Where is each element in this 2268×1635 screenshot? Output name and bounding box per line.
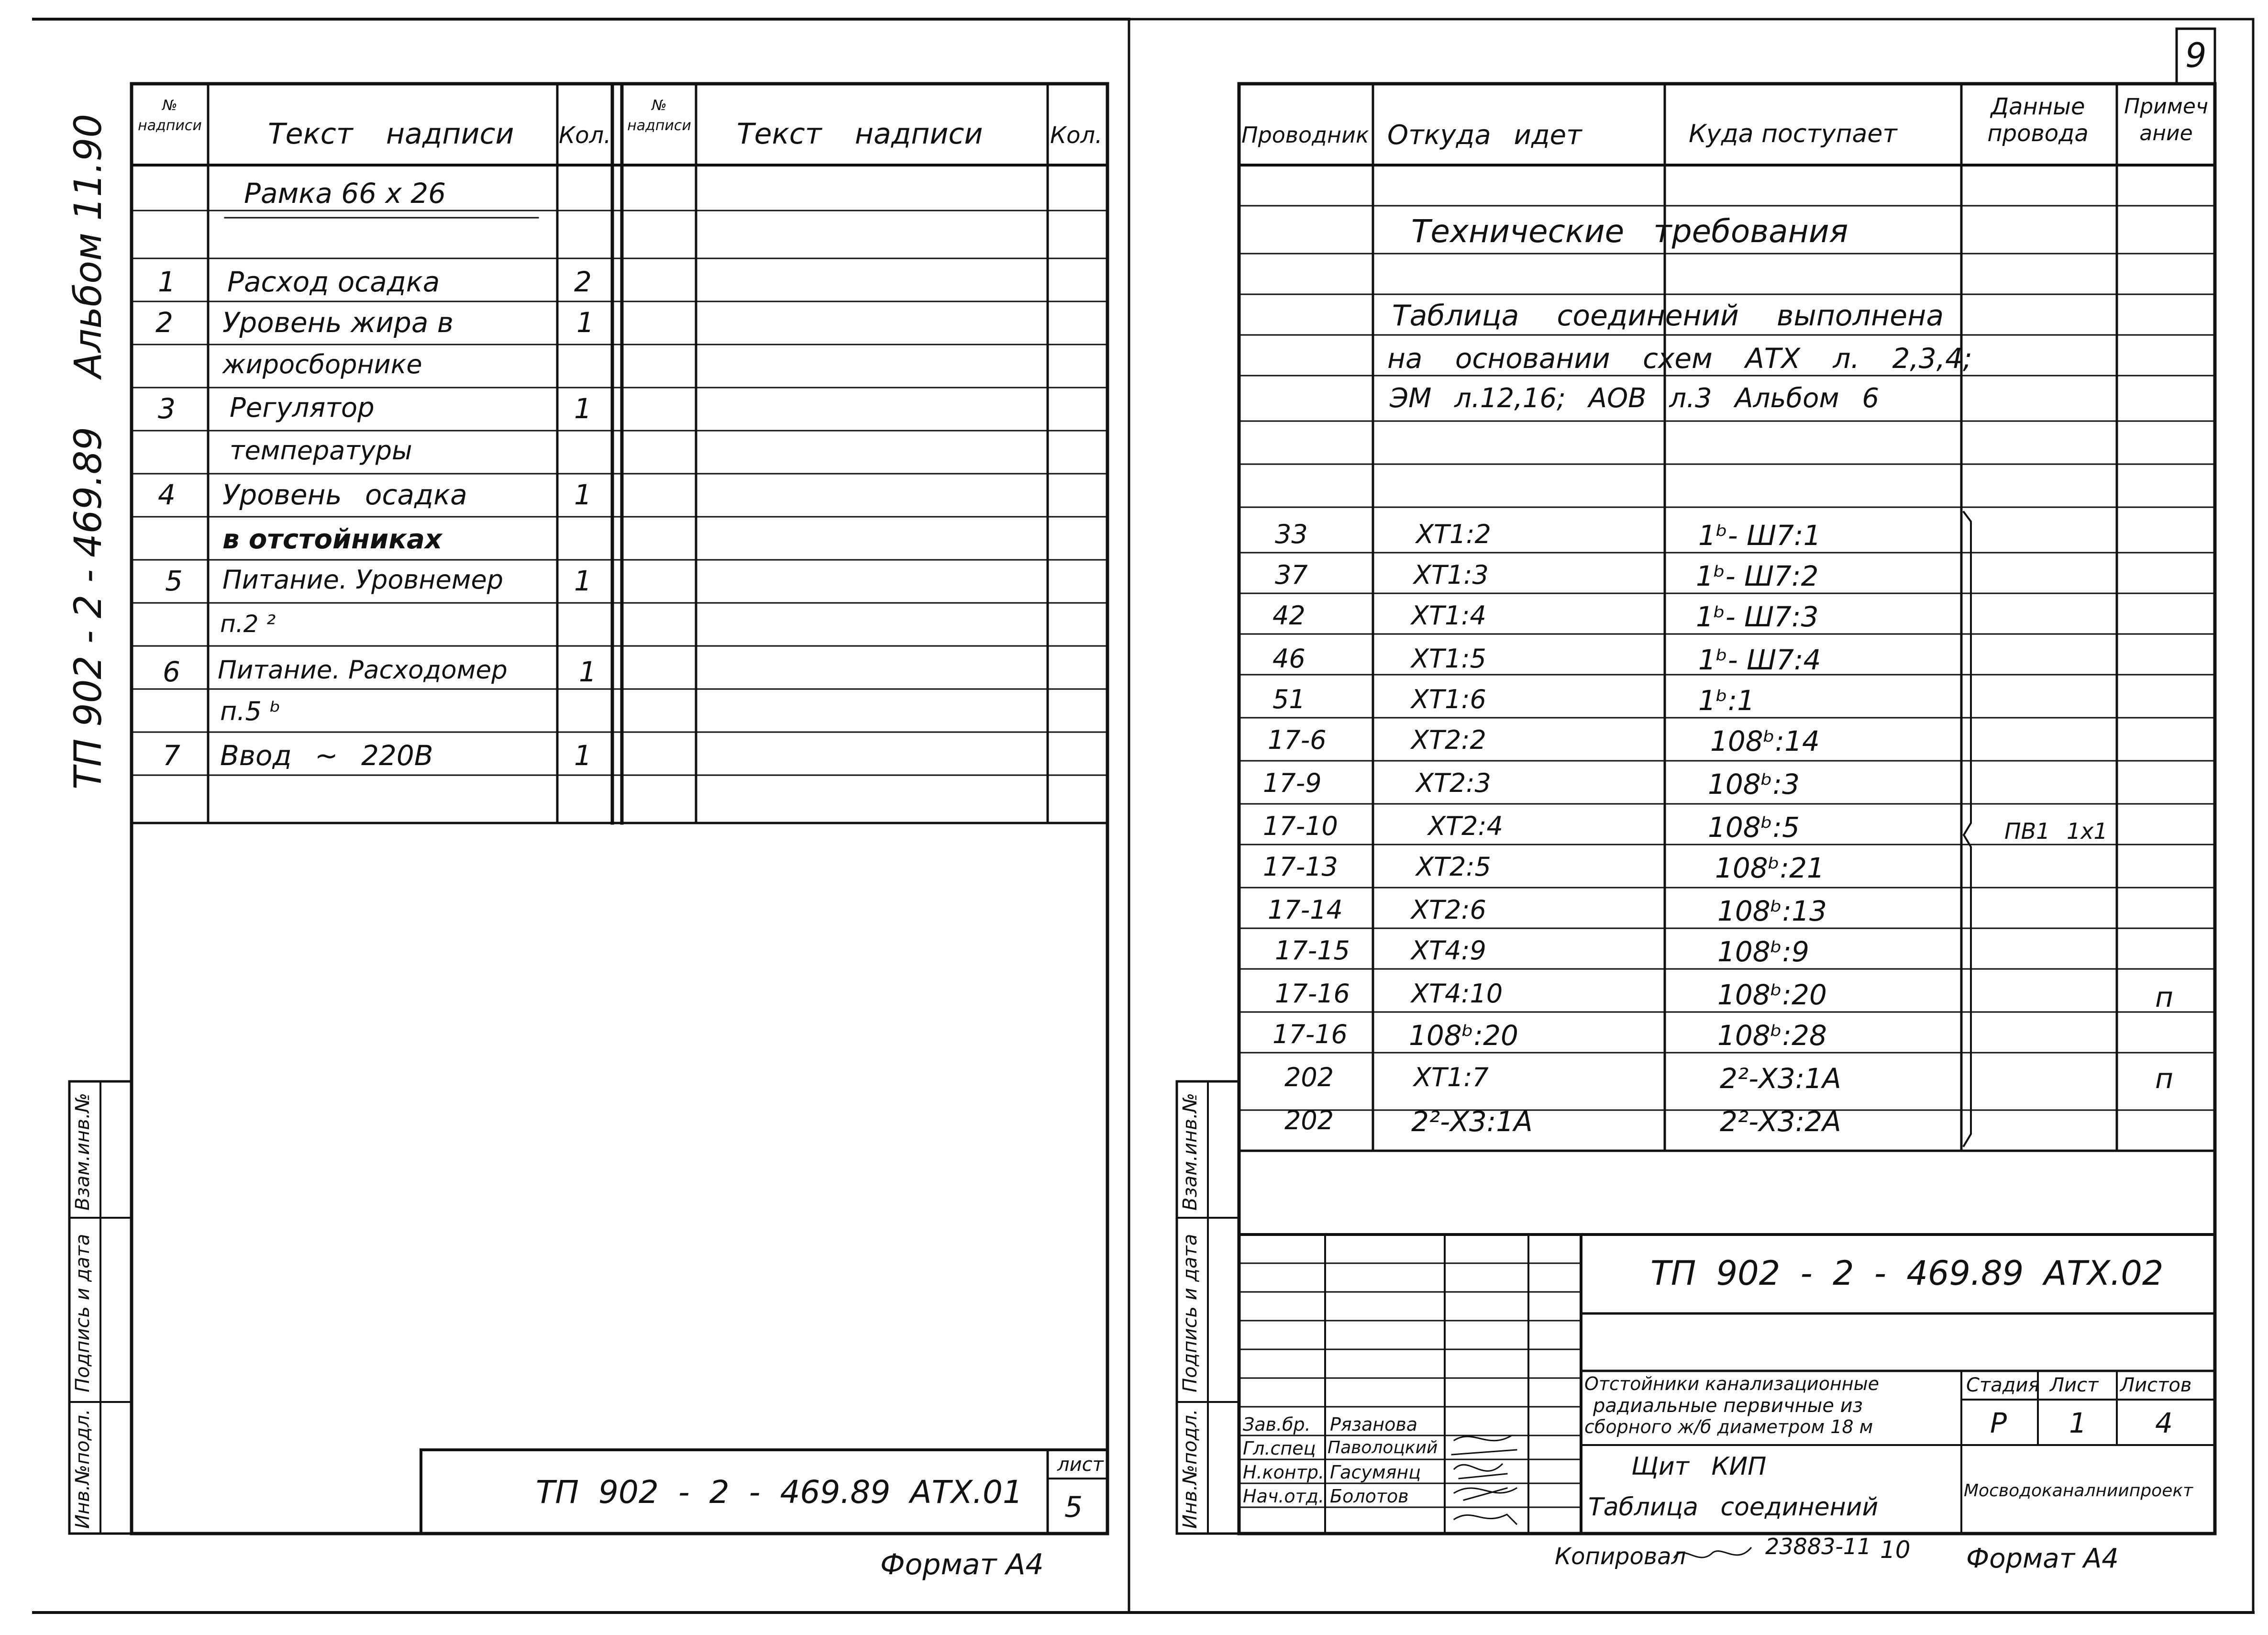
row-wire: 17-10 — [1263, 811, 1338, 841]
row-to: 1ᵇ- Ш7:4 — [1698, 644, 1821, 676]
left-row-qty: 1 — [574, 392, 592, 425]
row-wire: 42 — [1272, 601, 1305, 631]
left-title-code: ТП 902 - 2 - 469.89 АТХ.01 — [536, 1474, 1023, 1511]
header-from: Откуда идет — [1387, 120, 1582, 151]
row-to: 108ᵇ:28 — [1717, 1019, 1827, 1052]
left-row-text: Уровень жира в — [222, 306, 454, 339]
side-stamp-podpis: Подпись и дата — [72, 1234, 94, 1392]
header-num: № надписи — [138, 97, 202, 134]
left-row-num: 5 — [165, 565, 183, 597]
side-stamp-inv: Инв.№подл. — [1179, 1409, 1201, 1529]
row-wire: 17-6 — [1268, 725, 1327, 755]
row-wire: 17-9 — [1263, 768, 1322, 798]
note-line: ЭМ л.12,16; АОВ л.3 Альбом 6 — [1390, 383, 1880, 414]
left-row-text: Уровень осадка — [222, 478, 467, 511]
row-to: 1ᵇ:1 — [1698, 684, 1755, 717]
header-to: Куда поступает — [1689, 120, 1897, 148]
left-row-text: Питание. Уровнемер — [222, 565, 504, 595]
row-from: ХТ1:5 — [1411, 644, 1486, 674]
row-to: 1ᵇ- Ш7:2 — [1696, 560, 1819, 592]
title-code: ТП 902 - 2 - 469.89 АТХ.02 — [1650, 1254, 2164, 1293]
organization: Мосводоканалниипроект — [1964, 1481, 2193, 1501]
row-to: 1ᵇ- Ш7:1 — [1698, 519, 1821, 552]
left-row-text: Расход осадка — [227, 266, 440, 298]
row-to: 108ᵇ:13 — [1717, 895, 1827, 927]
row-to: 2²-Х3:2А — [1720, 1105, 1841, 1138]
left-row-num: 2 — [155, 306, 173, 339]
stage-value: Р — [1990, 1407, 2007, 1439]
row-wire: 202 — [1284, 1105, 1334, 1135]
left-row-text: Ввод ~ 220В — [220, 739, 433, 772]
side-stamp-vzam: Взам.инв.№ — [72, 1092, 94, 1211]
row-from: ХТ2:4 — [1428, 811, 1503, 841]
row-wire: 37 — [1275, 560, 1308, 590]
sheets-value: 4 — [2155, 1407, 2173, 1439]
person-role: Зав.бр. — [1243, 1414, 1311, 1435]
row-from: ХТ1:7 — [1414, 1062, 1489, 1092]
row-wire: 17-15 — [1275, 935, 1350, 966]
left-row-text: в отстойниках — [222, 524, 443, 555]
row-from: ХТ1:6 — [1411, 684, 1486, 714]
header-num-2: № надписи — [627, 97, 691, 134]
doc-line: Таблица соединений — [1588, 1493, 1879, 1522]
header-data: Данные провода — [1987, 93, 2089, 147]
left-row-qty: 1 — [574, 739, 592, 772]
left-row-text: Регулятор — [230, 392, 375, 423]
row-from: ХТ4:10 — [1411, 979, 1503, 1009]
doc-line: Щит КИП — [1631, 1452, 1767, 1481]
row-to: 108ᵇ:3 — [1708, 768, 1800, 801]
copy-number: 23883-11 — [1765, 1534, 1871, 1559]
row-to: 108ᵇ:21 — [1715, 852, 1825, 884]
wire-data: ПВ1 1x1 — [2004, 818, 2108, 844]
side-stamp-inv: Инв.№подл. — [72, 1409, 94, 1529]
person-name: Рязанова — [1330, 1414, 1418, 1435]
row-to: 108ᵇ:14 — [1710, 725, 1820, 757]
page-number: 9 — [2185, 36, 2207, 75]
person-role: Н.контр. — [1243, 1462, 1325, 1483]
sheets-label: Листов — [2120, 1374, 2192, 1396]
left-row-num: 1 — [158, 266, 176, 298]
left-row-num: 3 — [158, 392, 176, 425]
row-from: 2²-Х3:1А — [1411, 1105, 1533, 1138]
row-wire: 33 — [1275, 519, 1308, 549]
row-wire: 17-13 — [1263, 852, 1338, 882]
side-stamp-vzam: Взам.инв.№ — [1179, 1092, 1201, 1211]
row-from: ХТ2:2 — [1411, 725, 1486, 755]
left-row-qty: 1 — [574, 565, 592, 597]
row-note: п — [2155, 1062, 2173, 1095]
left-row-qty: 1 — [579, 656, 597, 688]
row-wire: 17-16 — [1275, 979, 1350, 1009]
row-from: ХТ1:3 — [1414, 560, 1489, 590]
row-from: ХТ4:9 — [1411, 935, 1486, 966]
row-from: ХТ1:4 — [1411, 601, 1486, 631]
left-row-num: 7 — [163, 739, 180, 772]
header-qty: Кол. — [559, 122, 611, 149]
sheet-label: Лист — [2050, 1374, 2099, 1396]
left-row-qty: 1 — [574, 478, 592, 511]
project-code-vertical: ТП 902 - 2 - 469.89 — [67, 427, 110, 790]
left-format: Формат А4 — [880, 1548, 1044, 1581]
row-to: 1ᵇ- Ш7:3 — [1696, 601, 1819, 633]
left-row-text: п.5 ᵇ — [220, 696, 281, 726]
copied-label: Копировал — [1555, 1543, 1686, 1570]
row-wire: 51 — [1272, 684, 1305, 714]
object-line: сборного ж/б диаметром 18 м — [1584, 1416, 1873, 1437]
person-role: Нач.отд. — [1243, 1486, 1325, 1507]
row-to: 108ᵇ:20 — [1717, 979, 1827, 1011]
left-row-num: 4 — [158, 478, 176, 511]
left-row-qty: 1 — [576, 306, 594, 339]
header-wire: Проводник — [1241, 122, 1369, 148]
stage-label: Стадия — [1966, 1374, 2040, 1396]
side-stamp-podpis: Подпись и дата — [1179, 1234, 1201, 1392]
row-from: ХТ2:6 — [1411, 895, 1486, 925]
left-row-qty: 2 — [574, 266, 592, 298]
person-name: Болотов — [1330, 1486, 1409, 1507]
left-sheet-label: лист — [1057, 1454, 1104, 1476]
row-to: 108ᵇ:9 — [1717, 935, 1809, 968]
person-role: Гл.спец — [1243, 1438, 1316, 1459]
row-from: 108ᵇ:20 — [1409, 1019, 1518, 1052]
sheet-value: 1 — [2069, 1407, 2087, 1439]
row-note: п — [2155, 981, 2173, 1013]
left-sheet-number: 5 — [1064, 1490, 1083, 1524]
left-row-text: п.2 ² — [220, 610, 276, 638]
left-row-num: 6 — [163, 656, 180, 688]
row-wire: 46 — [1272, 644, 1305, 674]
row-from: ХТ2:5 — [1416, 852, 1491, 882]
row-wire: 17-16 — [1272, 1019, 1348, 1049]
header-note: Примечание — [2124, 94, 2208, 145]
person-name: Паволоцкий — [1328, 1438, 1438, 1457]
left-row-text: Питание. Расходомер — [218, 656, 508, 685]
object-line: радиальные первичные из — [1593, 1395, 1863, 1417]
left-row-text: температуры — [230, 435, 412, 466]
left-row-text: жиросборнике — [222, 349, 422, 379]
object-line: Отстойники канализационные — [1584, 1373, 1880, 1394]
row-wire: 17-14 — [1268, 895, 1343, 925]
row-to: 2²-Х3:1А — [1720, 1062, 1841, 1095]
album-label: Альбом 11.90 — [67, 114, 110, 378]
row-wire: 202 — [1284, 1062, 1334, 1092]
header-qty-2: Кол. — [1050, 122, 1103, 149]
person-name: Гасумянц — [1330, 1462, 1421, 1483]
note-line: Таблица соединений выполнена — [1392, 299, 1944, 333]
header-text-2: Текст надписи — [737, 117, 983, 151]
row-from: ХТ2:3 — [1416, 768, 1491, 798]
header-text: Текст надписи — [268, 117, 514, 151]
copy-page: 10 — [1880, 1536, 1911, 1564]
note-title: Технические требования — [1411, 213, 1848, 250]
note-line: на основании схем АТХ л. 2,3,4; — [1387, 342, 1972, 375]
row-to: 108ᵇ:5 — [1708, 811, 1800, 844]
right-format: Формат А4 — [1966, 1543, 2119, 1574]
row-from: ХТ1:2 — [1416, 519, 1491, 549]
left-row-text: Рамка 66 x 26 — [244, 177, 446, 210]
